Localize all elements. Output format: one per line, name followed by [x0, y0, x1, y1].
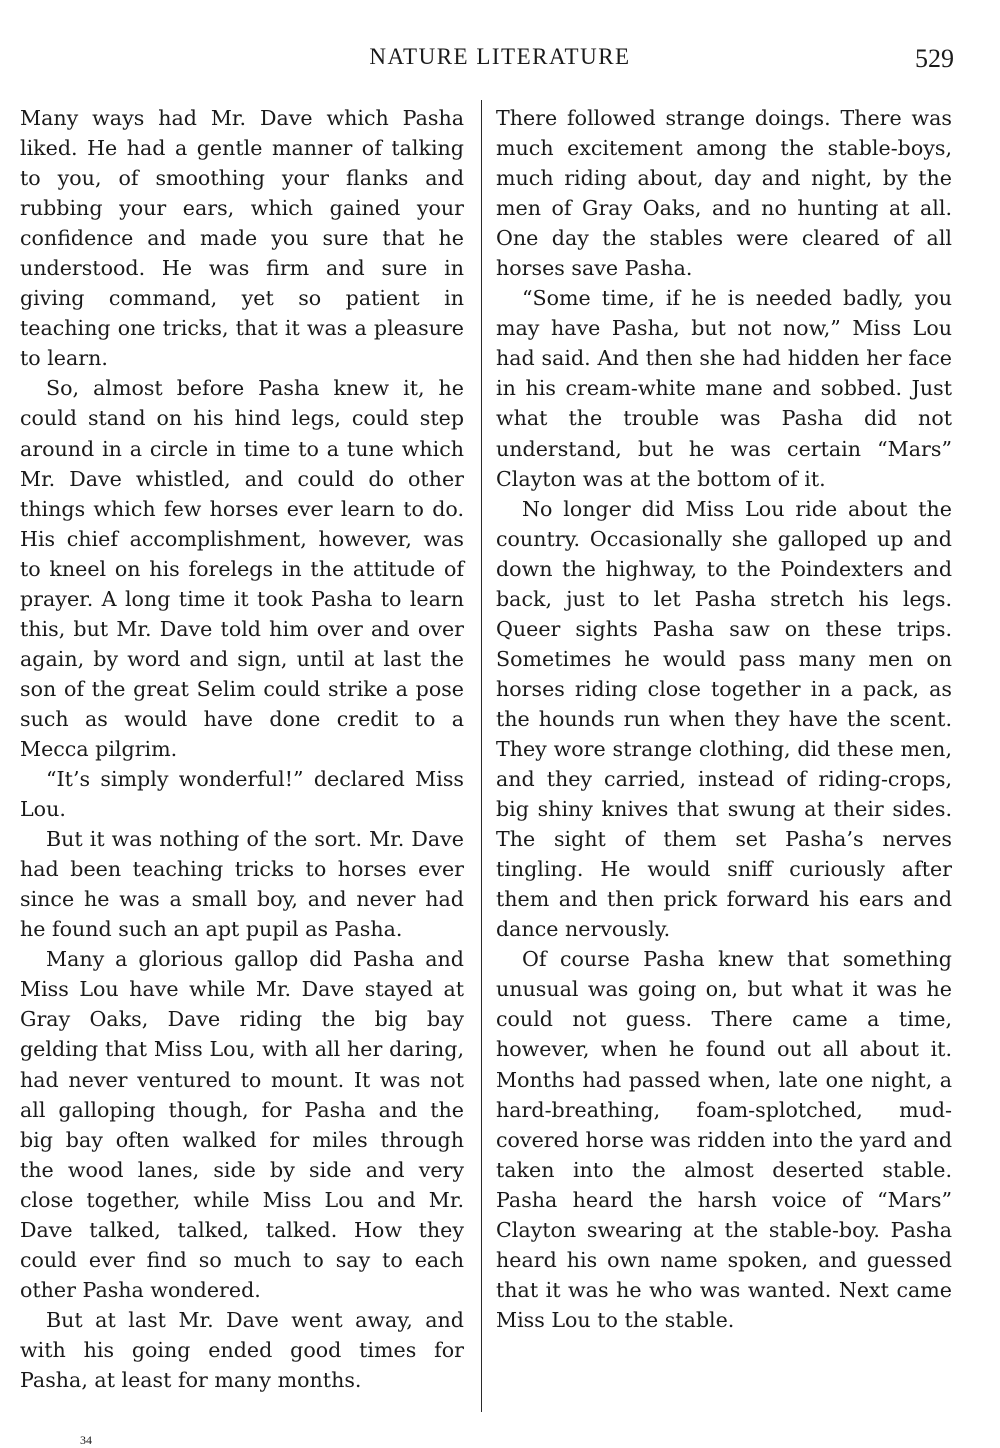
right-column [496, 103, 952, 1335]
column-divider [481, 100, 482, 1412]
paragraph: Many ways had Mr. Dave which Pasha liked. He had a gentle manner of talking to you, of smoothing your flanks and rubbing your ears, which gained your confidence and made you sure that he understood. He was firm and sure in giving command, yet so patient in teaching one tricks, that it was a pleasure to learn. [20, 106, 464, 371]
left-column [20, 103, 464, 1395]
paragraph: But it was nothing of the sort. Mr. Dave had been teaching tricks to horses ever since he was a small boy, and never had he found such an apt pupil as Pasha. [20, 827, 464, 942]
paragraph: Many a glorious gallop did Pasha and Miss Lou have while Mr. Dave stayed at Gray Oaks, Dave riding the big bay gelding that Miss Lou, with all her daring, had never ventured to mount. It was not all galloping though, for Pasha and the big bay often walked for miles through the wood lanes, side by side and very close together, while Miss Lou and Mr. Dave talked, talked, talked. How they could ever find so much to say to each other Pasha wondered. [20, 947, 464, 1302]
running-header-title: NATURE LITERATURE [369, 44, 631, 69]
paragraph: No longer did Miss Lou ride about the country. Occasionally she galloped up and down the highway, to the Poindexters and back, just to let Pasha stretch his legs. Queer sights Pasha saw on these trips. Sometimes he would pass many men on horses riding close together in a pack, as the hounds run when they have the scent. They wore strange clothing, did these men, and they carried, instead of riding-crops, big shiny knives that swung at their sides. The sight of them set Pasha’s nerves tingling. He would sniff curiously after them and then prick forward his ears and dance nervously. [496, 496, 952, 942]
page-number: 529 [915, 44, 954, 73]
paragraph: So, almost before Pasha knew it, he could stand on his hind legs, could step around in a circle in time to a tune which Mr. Dave whistled, and could do other things which few horses ever learn to do. His chief accomplishment, however, was to kneel on his forelegs in the attitude of prayer. A long time it took Pasha to learn this, but Mr. Dave told him over and over again, by word and sign, until at last the son of the great Selim could strike a pose such as would have done credit to a Mecca pilgrim. [20, 376, 464, 761]
paragraph: There followed strange doings. There was much excitement among the stable-boys, much riding about, day and night, by the men of Gray Oaks, and no hunting at all. One day the stables were cleared of all horses save Pasha. [496, 106, 952, 281]
paragraph: Of course Pasha knew that something unusual was going on, but what it was he could not guess. There came a time, however, when he found out all about it. Months had passed when, late one night, a hard-breathing, foam-splotched, mud-covered horse was ridden into the yard and taken into the almost deserted stable. Pasha heard the harsh voice of “Mars” Clayton swearing at the stable-boy. Pasha heard his own name spoken, and guessed that it was he who was wanted. Next came Miss Lou to the stable. [496, 947, 952, 1332]
paragraph: “It’s simply wonderful!” declared Miss Lou. [20, 767, 464, 822]
paragraph: “Some time, if he is needed badly, you may have Pasha, but not now,” Miss Lou had said. And then she had hidden her face in his cream-white mane and sobbed. Just what the trouble was Pasha did not understand, but he was certain “Mars” Clayton was at the bottom of it. [496, 286, 952, 491]
signature-mark: 34 [80, 1433, 92, 1447]
paragraph: But at last Mr. Dave went away, and with his going ended good times for Pasha, at least for many months. [20, 1307, 464, 1392]
